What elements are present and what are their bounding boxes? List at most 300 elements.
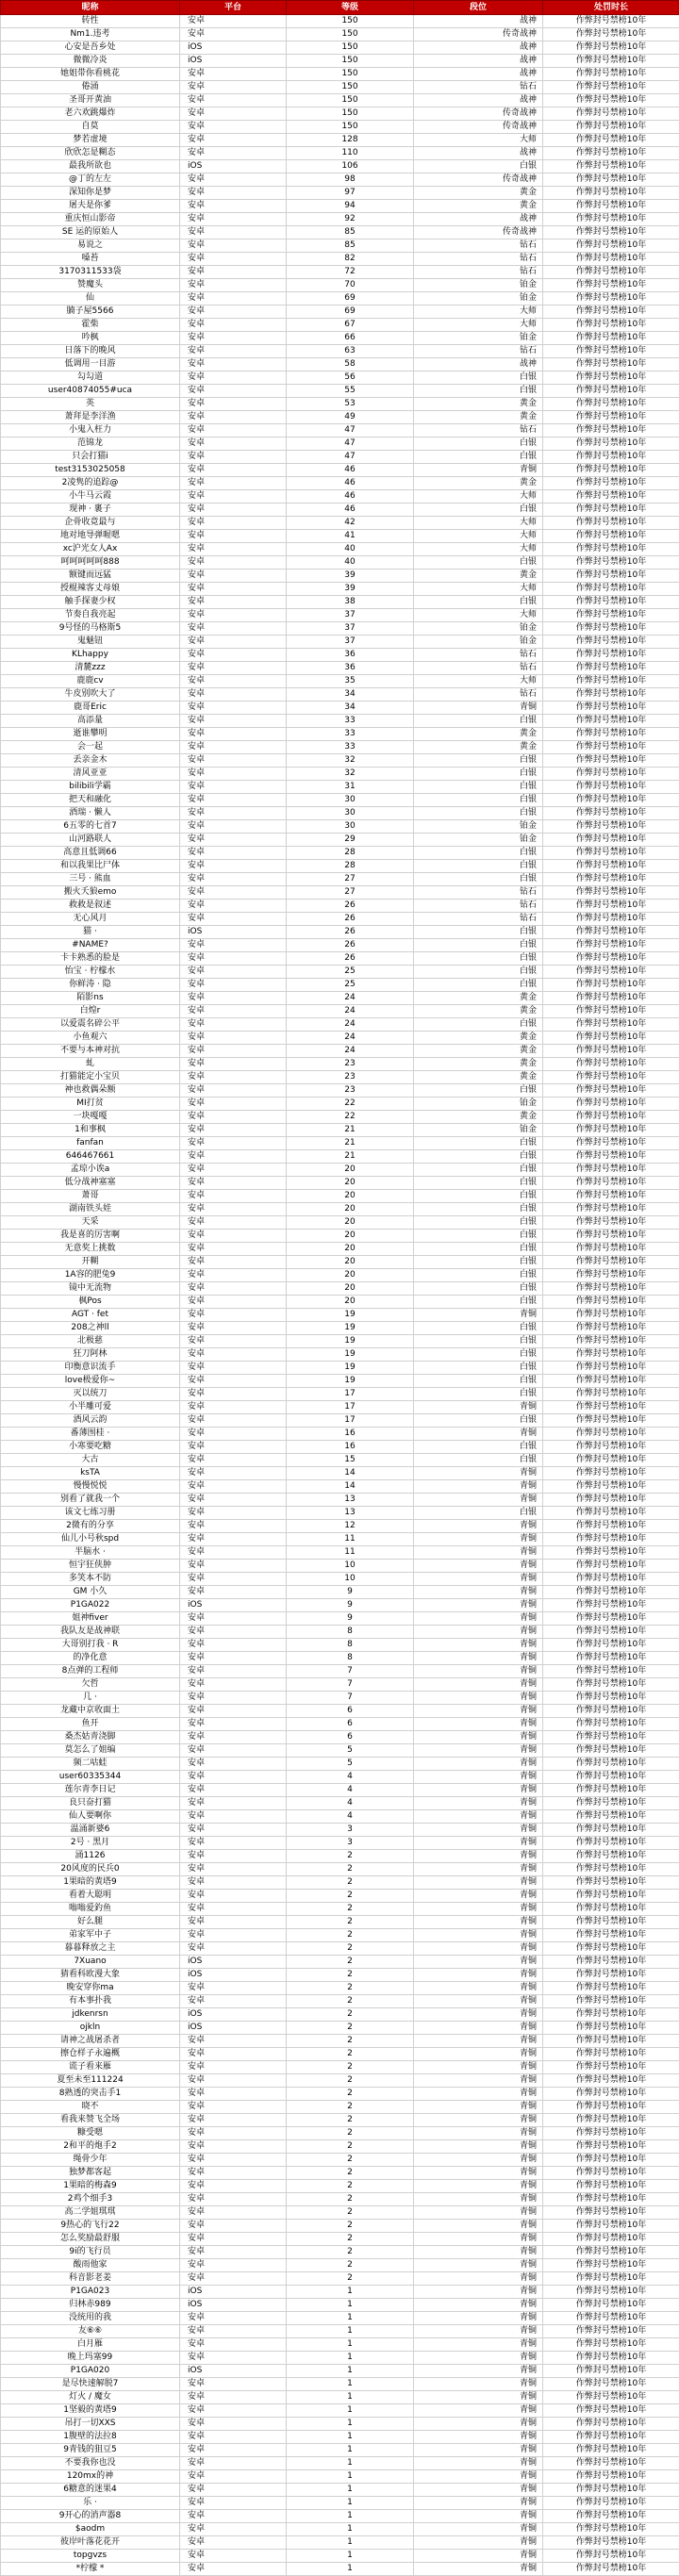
cell-level: 85 (287, 226, 414, 239)
table-row (1, 2048, 679, 2061)
cell-level: 2 (287, 1982, 414, 1995)
table-row (1, 2180, 679, 2193)
cell-nickname: SE 运的原始人 (1, 226, 180, 239)
cell-platform: 安卓 (180, 2154, 287, 2167)
cell-penalty: 作弊封号禁榜10年 (543, 358, 679, 372)
cell-rank: 白银 (414, 807, 543, 820)
cell-nickname: 额键而远猛 (1, 570, 180, 583)
cell-penalty: 作弊封号禁榜10年 (543, 1018, 679, 1032)
cell-nickname: 2鸡个细手3 (1, 2193, 180, 2206)
cell-nickname: 无意奖上挑数 (1, 1243, 180, 1256)
cell-penalty: 作弊封号禁榜10年 (543, 305, 679, 319)
cell-rank: 青铜 (414, 2180, 543, 2193)
cell-penalty: 作弊封号禁榜10年 (543, 1494, 679, 1507)
cell-penalty: 作弊封号禁榜10年 (543, 913, 679, 926)
cell-platform: 安卓 (180, 1243, 287, 1256)
cell-level: 23 (287, 1058, 414, 1071)
cell-nickname: 白煌r (1, 1005, 180, 1018)
cell-nickname: 清麓zzz (1, 662, 180, 675)
cell-penalty: 作弊封号禁榜10年 (543, 570, 679, 583)
table-row (1, 688, 679, 702)
cell-nickname: ksTA (1, 1467, 180, 1480)
cell-level: 1 (287, 2510, 414, 2523)
cell-level: 23 (287, 1071, 414, 1084)
table-row (1, 1322, 679, 1335)
table-row (1, 1863, 679, 1876)
cell-rank: 青铜 (414, 1665, 543, 1678)
cell-nickname: 把天和融化 (1, 794, 180, 807)
cell-penalty: 作弊封号禁榜10年 (543, 68, 679, 81)
cell-level: 2 (287, 1995, 414, 2008)
cell-penalty: 作弊封号禁榜10年 (543, 609, 679, 622)
table-row (1, 2444, 679, 2457)
cell-platform: 安卓 (180, 147, 287, 160)
cell-nickname: jdkenrsn (1, 2008, 180, 2022)
cell-platform: 安卓 (180, 1810, 287, 1824)
cell-platform: 安卓 (180, 2272, 287, 2286)
cell-level: 49 (287, 411, 414, 424)
cell-platform: 安卓 (180, 94, 287, 107)
cell-level: 69 (287, 305, 414, 319)
cell-rank: 青铜 (414, 2114, 543, 2127)
cell-penalty: 作弊封号禁榜10年 (543, 781, 679, 794)
cell-nickname: 鹿哥Eric (1, 702, 180, 715)
cell-platform: 安卓 (180, 1084, 287, 1098)
cell-level: 1 (287, 2391, 414, 2404)
cell-level: 150 (287, 121, 414, 134)
cell-platform: iOS (180, 2008, 287, 2022)
cell-nickname: 灭以统刀 (1, 1388, 180, 1401)
cell-level: 28 (287, 847, 414, 860)
cell-level: 36 (287, 662, 414, 675)
cell-rank: 青铜 (414, 1942, 543, 1956)
table-row (1, 2008, 679, 2022)
cell-rank: 青铜 (414, 2510, 543, 2523)
cell-level: 1 (287, 2470, 414, 2484)
cell-platform: 安卓 (180, 939, 287, 952)
cell-level: 2 (287, 1890, 414, 1903)
cell-penalty: 作弊封号禁榜10年 (543, 1824, 679, 1837)
cell-platform: 安卓 (180, 305, 287, 319)
cell-platform: 安卓 (180, 332, 287, 345)
table-row (1, 1626, 679, 1639)
cell-rank: 青铜 (414, 1744, 543, 1758)
cell-level: 1 (287, 2338, 414, 2352)
cell-platform: 安卓 (180, 1032, 287, 1045)
cell-nickname: 印衡意识流手 (1, 1362, 180, 1375)
cell-platform: 安卓 (180, 239, 287, 253)
cell-level: 39 (287, 570, 414, 583)
cell-level: 13 (287, 1507, 414, 1520)
cell-level: 22 (287, 1098, 414, 1111)
cell-penalty: 作弊封号禁榜10年 (543, 292, 679, 305)
cell-level: 21 (287, 1150, 414, 1164)
cell-penalty: 作弊封号禁榜10年 (543, 2444, 679, 2457)
table-row (1, 2022, 679, 2035)
cell-penalty: 作弊封号禁榜10年 (543, 1520, 679, 1533)
cell-nickname: 7Xuano (1, 1956, 180, 1969)
table-row (1, 2338, 679, 2352)
cell-penalty: 作弊封号禁榜10年 (543, 939, 679, 952)
cell-level: 46 (287, 477, 414, 490)
cell-level: 13 (287, 1494, 414, 1507)
table-row (1, 662, 679, 675)
cell-nickname: 646467661 (1, 1150, 180, 1164)
cell-rank: 铂金 (414, 1098, 543, 1111)
cell-penalty: 作弊封号禁榜10年 (543, 807, 679, 820)
cell-rank: 白银 (414, 160, 543, 173)
cell-penalty: 作弊封号禁榜10年 (543, 662, 679, 675)
cell-penalty: 作弊封号禁榜10年 (543, 2101, 679, 2114)
cell-rank: 白银 (414, 847, 543, 860)
cell-penalty: 作弊封号禁榜10年 (543, 556, 679, 570)
cell-platform: 安卓 (180, 1045, 287, 1058)
cell-platform: 安卓 (180, 1665, 287, 1678)
cell-platform: 安卓 (180, 187, 287, 200)
cell-platform: 安卓 (180, 1164, 287, 1177)
cell-penalty: 作弊封号禁榜10年 (543, 2523, 679, 2536)
cell-rank: 钻石 (414, 266, 543, 279)
table-row (1, 2352, 679, 2365)
cell-platform: 安卓 (180, 464, 287, 477)
cell-penalty: 作弊封号禁榜10年 (543, 1296, 679, 1309)
header-nickname: 昵称 (1, 1, 180, 15)
cell-level: 1 (287, 2365, 414, 2378)
cell-nickname: 恒宇狂侠肿 (1, 1560, 180, 1573)
cell-platform: 安卓 (180, 2563, 287, 2576)
cell-penalty: 作弊封号禁榜10年 (543, 2246, 679, 2259)
cell-rank: 青铜 (414, 2088, 543, 2101)
cell-rank: 青铜 (414, 1467, 543, 1480)
cell-nickname: 猫 · (1, 926, 180, 939)
cell-rank: 钻石 (414, 688, 543, 702)
table-row (1, 2563, 679, 2576)
cell-rank: 青铜 (414, 2048, 543, 2061)
cell-nickname: 你鲜涛 · 隐 (1, 979, 180, 992)
table-row (1, 1150, 679, 1164)
cell-level: 40 (287, 543, 414, 556)
cell-level: 32 (287, 768, 414, 781)
cell-rank: 青铜 (414, 1639, 543, 1652)
cell-level: 2 (287, 2233, 414, 2246)
table-row (1, 1744, 679, 1758)
cell-penalty: 作弊封号禁榜10年 (543, 121, 679, 134)
cell-nickname: 夏至未至111224 (1, 2074, 180, 2088)
cell-rank: 青铜 (414, 2061, 543, 2074)
cell-penalty: 作弊封号禁榜10年 (543, 1045, 679, 1058)
cell-platform: iOS (180, 926, 287, 939)
cell-nickname: 一块嘎嘎 (1, 1111, 180, 1124)
cell-rank: 青铜 (414, 464, 543, 477)
table-row (1, 807, 679, 820)
cell-rank: 黄金 (414, 1032, 543, 1045)
table-row (1, 213, 679, 226)
table-row (1, 358, 679, 372)
cell-nickname: 晓不 (1, 2101, 180, 2114)
cell-level: 12 (287, 1520, 414, 1533)
cell-penalty: 作弊封号禁榜10年 (543, 2510, 679, 2523)
cell-penalty: 作弊封号禁榜10年 (543, 1969, 679, 1982)
cell-level: 20 (287, 1177, 414, 1190)
cell-nickname: 莫怎么了姐编 (1, 1744, 180, 1758)
cell-platform: 安卓 (180, 385, 287, 398)
cell-nickname: 仙儿小号秋spd (1, 1533, 180, 1546)
cell-nickname: 和以我果比尸体 (1, 860, 180, 873)
cell-level: 7 (287, 1692, 414, 1705)
cell-platform: 安卓 (180, 2206, 287, 2220)
table-row (1, 1903, 679, 1916)
cell-nickname: 120mx的神 (1, 2470, 180, 2484)
cell-penalty: 作弊封号禁榜10年 (543, 1388, 679, 1401)
table-row (1, 292, 679, 305)
table-row (1, 1612, 679, 1626)
cell-rank: 白银 (414, 781, 543, 794)
cell-nickname: 屠夫是你爹 (1, 200, 180, 213)
cell-nickname: 归林赤989 (1, 2299, 180, 2312)
cell-penalty: 作弊封号禁榜10年 (543, 1533, 679, 1546)
table-row (1, 741, 679, 754)
cell-rank: 青铜 (414, 1956, 543, 1969)
cell-platform: 安卓 (180, 1771, 287, 1784)
cell-nickname: 良只奋打猫 (1, 1797, 180, 1810)
table-row (1, 68, 679, 81)
cell-platform: 安卓 (180, 226, 287, 239)
table-row (1, 1348, 679, 1362)
cell-rank: 大师 (414, 583, 543, 596)
cell-rank: 青铜 (414, 2193, 543, 2206)
cell-rank: 青铜 (414, 2022, 543, 2035)
cell-level: 97 (287, 187, 414, 200)
cell-penalty: 作弊封号禁榜10年 (543, 15, 679, 28)
cell-nickname: 208之神ll (1, 1322, 180, 1335)
table-row (1, 1890, 679, 1903)
cell-rank: 青铜 (414, 1824, 543, 1837)
cell-level: 56 (287, 372, 414, 385)
cell-penalty: 作弊封号禁榜10年 (543, 1414, 679, 1428)
table-row (1, 1164, 679, 1177)
cell-rank: 钻石 (414, 424, 543, 438)
cell-platform: 安卓 (180, 398, 287, 411)
cell-nickname: 卡卡熟悉的脸是 (1, 952, 180, 966)
cell-penalty: 作弊封号禁榜10年 (543, 1758, 679, 1771)
cell-nickname: 现神 · 裹子 (1, 504, 180, 517)
cell-level: 33 (287, 741, 414, 754)
cell-rank: 黄金 (414, 992, 543, 1005)
cell-level: 20 (287, 1216, 414, 1230)
cell-penalty: 作弊封号禁榜10年 (543, 1929, 679, 1942)
cell-platform: 安卓 (180, 2061, 287, 2074)
table-row (1, 556, 679, 570)
table-row (1, 596, 679, 609)
cell-rank: 白银 (414, 715, 543, 728)
cell-nickname: 英 (1, 398, 180, 411)
table-row (1, 900, 679, 913)
cell-rank: 青铜 (414, 1982, 543, 1995)
cell-penalty: 作弊封号禁榜10年 (543, 1942, 679, 1956)
table-row (1, 2259, 679, 2272)
cell-platform: 安卓 (180, 173, 287, 187)
cell-rank: 白银 (414, 1507, 543, 1520)
table-row (1, 1111, 679, 1124)
cell-nickname: 小寒要吃糖 (1, 1441, 180, 1454)
cell-platform: 安卓 (180, 319, 287, 332)
cell-level: 1 (287, 2550, 414, 2563)
cell-nickname: 灯火 / 魔女 (1, 2391, 180, 2404)
cell-rank: 战神 (414, 68, 543, 81)
cell-rank: 白银 (414, 1203, 543, 1216)
table-row (1, 952, 679, 966)
cell-platform: 安卓 (180, 1322, 287, 1335)
table-row (1, 1269, 679, 1282)
cell-platform: 安卓 (180, 1150, 287, 1164)
cell-nickname: 龙藏中京收面土 (1, 1705, 180, 1718)
cell-rank: 青铜 (414, 2444, 543, 2457)
cell-rank: 白银 (414, 952, 543, 966)
cell-nickname: 怡宝 · 柠檬水 (1, 966, 180, 979)
cell-platform: 安卓 (180, 2101, 287, 2114)
table-row (1, 2418, 679, 2431)
cell-level: 58 (287, 358, 414, 372)
cell-platform: 安卓 (180, 675, 287, 688)
cell-platform: 安卓 (180, 2510, 287, 2523)
table-row (1, 1177, 679, 1190)
table-row (1, 2457, 679, 2470)
table-row (1, 266, 679, 279)
cell-nickname: KLhappy (1, 649, 180, 662)
cell-penalty: 作弊封号禁榜10年 (543, 477, 679, 490)
cell-platform: 安卓 (180, 372, 287, 385)
cell-rank: 白银 (414, 596, 543, 609)
cell-nickname: 企骨收竟最与 (1, 517, 180, 530)
cell-nickname: 低分战神塞塞 (1, 1177, 180, 1190)
cell-penalty: 作弊封号禁榜10年 (543, 2127, 679, 2140)
cell-platform: 安卓 (180, 741, 287, 754)
cell-platform: 安卓 (180, 292, 287, 305)
table-row (1, 530, 679, 543)
cell-nickname: 2凌隽的追踪@ (1, 477, 180, 490)
cell-platform: iOS (180, 1599, 287, 1612)
cell-rank: 传奇战神 (414, 173, 543, 187)
table-row (1, 1124, 679, 1137)
cell-rank: 白银 (414, 451, 543, 464)
cell-nickname: 范锦龙 (1, 438, 180, 451)
cell-rank: 青铜 (414, 2140, 543, 2154)
table-row (1, 1929, 679, 1942)
cell-penalty: 作弊封号禁榜10年 (543, 2061, 679, 2074)
cell-nickname: 慢慢悦悦 (1, 1480, 180, 1494)
table-body (1, 15, 679, 2576)
cell-level: 2 (287, 1916, 414, 1929)
cell-level: 2 (287, 2114, 414, 2127)
cell-level: 6 (287, 1705, 414, 1718)
cell-nickname: 自莫 (1, 121, 180, 134)
table-row (1, 2312, 679, 2325)
cell-platform: 安卓 (180, 28, 287, 41)
cell-penalty: 作弊封号禁榜10年 (543, 385, 679, 398)
cell-nickname: 萧拜是李洋渔 (1, 411, 180, 424)
cell-level: 1 (287, 2563, 414, 2576)
cell-nickname: 吟枫 (1, 332, 180, 345)
cell-rank: 青铜 (414, 2008, 543, 2022)
cell-penalty: 作弊封号禁榜10年 (543, 1375, 679, 1388)
cell-nickname: 湖南铁头娃 (1, 1203, 180, 1216)
cell-level: 72 (287, 266, 414, 279)
table-row (1, 860, 679, 873)
cell-platform: 安卓 (180, 1348, 287, 1362)
cell-platform: 安卓 (180, 1652, 287, 1665)
cell-penalty: 作弊封号禁榜10年 (543, 398, 679, 411)
cell-rank: 青铜 (414, 1784, 543, 1797)
cell-rank: 大师 (414, 490, 543, 504)
cell-penalty: 作弊封号禁榜10年 (543, 2391, 679, 2404)
cell-penalty: 作弊封号禁榜10年 (543, 2259, 679, 2272)
cell-penalty: 作弊封号禁榜10年 (543, 2220, 679, 2233)
cell-level: 33 (287, 728, 414, 741)
cell-level: 26 (287, 900, 414, 913)
cell-rank: 战神 (414, 213, 543, 226)
cell-level: 27 (287, 873, 414, 886)
cell-penalty: 作弊封号禁榜10年 (543, 543, 679, 556)
cell-penalty: 作弊封号禁榜10年 (543, 266, 679, 279)
table-row (1, 253, 679, 266)
cell-level: 20 (287, 1190, 414, 1203)
cell-nickname: 擦仓样子永遍概 (1, 2048, 180, 2061)
cell-rank: 传奇战神 (414, 28, 543, 41)
cell-penalty: 作弊封号禁榜10年 (543, 1282, 679, 1296)
cell-level: 42 (287, 517, 414, 530)
table-row (1, 134, 679, 147)
cell-penalty: 作弊封号禁榜10年 (543, 2378, 679, 2391)
table-row (1, 160, 679, 173)
cell-nickname: 北极慈 (1, 1335, 180, 1348)
cell-platform: 安卓 (180, 966, 287, 979)
cell-penalty: 作弊封号禁榜10年 (543, 1150, 679, 1164)
table-row (1, 1375, 679, 1388)
cell-rank: 青铜 (414, 1652, 543, 1665)
cell-penalty: 作弊封号禁榜10年 (543, 926, 679, 939)
table-row (1, 992, 679, 1005)
cell-level: 2 (287, 2101, 414, 2114)
cell-level: 25 (287, 966, 414, 979)
cell-rank: 战神 (414, 358, 543, 372)
table-row (1, 1665, 679, 1678)
cell-level: 150 (287, 107, 414, 121)
cell-level: 24 (287, 1018, 414, 1032)
cell-level: 47 (287, 438, 414, 451)
cell-platform: 安卓 (180, 2470, 287, 2484)
cell-platform: 安卓 (180, 1414, 287, 1428)
cell-rank: 钻石 (414, 253, 543, 266)
cell-penalty: 作弊封号禁榜10年 (543, 1058, 679, 1071)
cell-rank: 钻石 (414, 900, 543, 913)
cell-platform: 安卓 (180, 556, 287, 570)
cell-level: 53 (287, 398, 414, 411)
cell-level: 34 (287, 702, 414, 715)
cell-nickname: 嗡嗡爱釣鱼 (1, 1903, 180, 1916)
cell-rank: 青铜 (414, 2259, 543, 2272)
cell-nickname: 半脑水 · (1, 1546, 180, 1560)
cell-level: 20 (287, 1203, 414, 1216)
cell-platform: 安卓 (180, 2431, 287, 2444)
cell-rank: 青铜 (414, 2391, 543, 2404)
cell-platform: 安卓 (180, 754, 287, 768)
cell-penalty: 作弊封号禁榜10年 (543, 1216, 679, 1230)
cell-level: 9 (287, 1612, 414, 1626)
cell-rank: 青铜 (414, 2536, 543, 2550)
cell-nickname: 打猫能定小宝贝 (1, 1071, 180, 1084)
cell-penalty: 作弊封号禁榜10年 (543, 1956, 679, 1969)
cell-platform: iOS (180, 55, 287, 68)
